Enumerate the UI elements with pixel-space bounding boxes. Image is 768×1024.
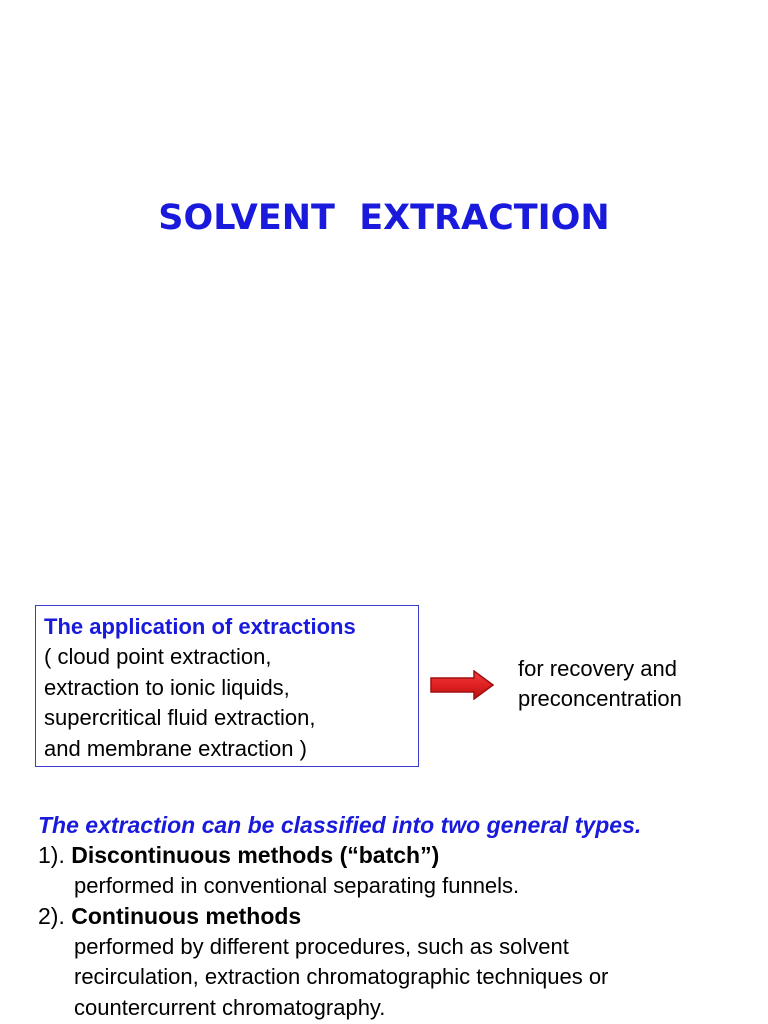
application-item: ( cloud point extraction,	[44, 644, 272, 669]
application-item: and membrane extraction )	[44, 735, 307, 761]
method-description: performed by different procedures, such as solvent	[74, 934, 569, 959]
application-item: extraction to ionic liquids,	[44, 674, 290, 700]
method-name: Discontinuous methods (“batch”)	[71, 842, 440, 868]
method-description: performed in conventional separating funnels.	[74, 873, 520, 898]
right-arrow-icon	[430, 670, 494, 700]
applications-heading: The application of extractions	[44, 614, 356, 639]
method-name: Continuous methods	[71, 903, 302, 929]
purpose-text	[518, 654, 682, 714]
method-number: 1).	[38, 842, 72, 868]
method-item-continuous	[38, 901, 301, 932]
method-description: countercurrent chromatography.	[74, 995, 386, 1020]
applications-box	[35, 605, 419, 767]
purpose-line: preconcentration	[518, 686, 682, 711]
arrow-shape	[431, 671, 493, 699]
classification-intro: The extraction can be classified into two general types.	[38, 812, 642, 838]
purpose-line: for recovery and	[518, 656, 677, 681]
method-description: recirculation, extraction chromatographic techniques or	[74, 964, 609, 989]
method-number: 2).	[38, 903, 72, 929]
method-item-discontinuous	[38, 840, 439, 871]
application-item: supercritical fluid extraction,	[44, 705, 316, 730]
slide-title: SOLVENT EXTRACTION	[158, 198, 610, 238]
